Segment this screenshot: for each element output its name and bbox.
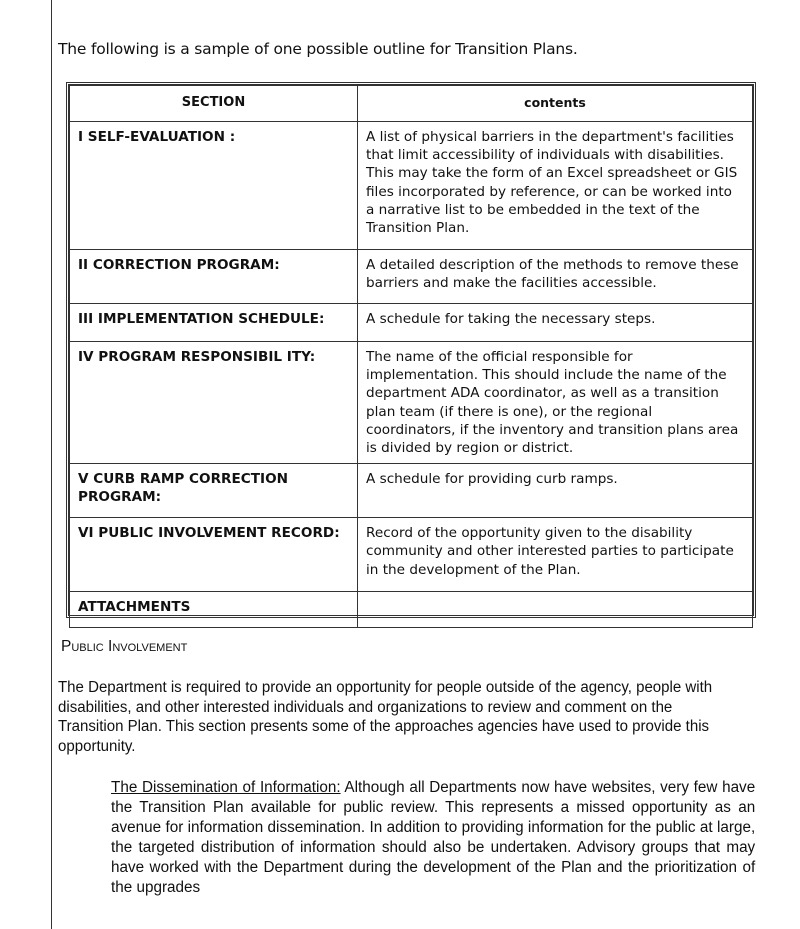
section-heading: Public Involvement [61, 638, 188, 655]
row-contents: A list of physical barriers in the department's facilities that limit accessibility of individuals with disabilities. This may take the form of an Excel spreadsheet or GIS files incorporated by reference, or can be worked into a narrative list to be embedded in the text of the Transition Plan. [358, 122, 753, 250]
row-section: V CURB RAMP CORRECTION PROGRAM: [70, 464, 358, 518]
transition-plan-outline-table [66, 82, 756, 618]
dissemination-text: Although all Departments now have websites, very few have the Transition Plan available for public review. This represents a missed opportunity as an avenue for information dissemination. In addition to providing information for the public at large, the targeted distribution of information should also be undertaken. Advisory groups that may have worked with the Department during the development of the Plan and the prioritization of the upgrades [111, 779, 756, 896]
body-paragraph: The Department is required to provide an opportunity for people outside of the agency, people with disabilities, and other interested individuals and organizations to review and comment on the Transition Plan. This section presents some of the approaches agencies have used to provide this opportunity. [58, 679, 713, 755]
table-row [70, 518, 753, 592]
table-row [70, 592, 753, 628]
table-row [70, 122, 753, 250]
table-row [70, 250, 753, 304]
row-section: III IMPLEMENTATION SCHEDULE: [70, 304, 358, 342]
row-contents [358, 592, 753, 628]
table-row [70, 342, 753, 464]
row-section: VI PUBLIC INVOLVEMENT RECORD: [70, 518, 358, 592]
row-contents: Record of the opportunity given to the disability community and other interested parties to participate in the development of the Plan. [358, 518, 753, 592]
dissemination-paragraph [111, 778, 755, 898]
table-row [70, 304, 753, 342]
table-header-row [70, 86, 753, 122]
header-contents: contents [358, 86, 753, 122]
header-section: SECTION [70, 86, 358, 122]
row-contents: A schedule for providing curb ramps. [358, 464, 753, 518]
row-section: ATTACHMENTS [70, 592, 358, 628]
row-contents: A detailed description of the methods to remove these barriers and make the facilities accessible. [358, 250, 753, 304]
row-section: II CORRECTION PROGRAM: [70, 250, 358, 304]
intro-text: The following is a sample of one possible outline for Transition Plans. [58, 40, 578, 58]
table-row [70, 464, 753, 518]
dissemination-lead: The Dissemination of Information: [111, 779, 341, 796]
row-section: IV PROGRAM RESPONSIBIL ITY: [70, 342, 358, 464]
row-contents: A schedule for taking the necessary steps. [358, 304, 753, 342]
page-margin-rule [51, 0, 52, 929]
row-section: I SELF-EVALUATION : [70, 122, 358, 250]
row-contents: The name of the official responsible for implementation. This should include the name of the department ADA coordinator, as well as a transition plan team (if there is one), or the regional coordinators, if the inventory and transition plans area is divided by region or district. [358, 342, 753, 464]
